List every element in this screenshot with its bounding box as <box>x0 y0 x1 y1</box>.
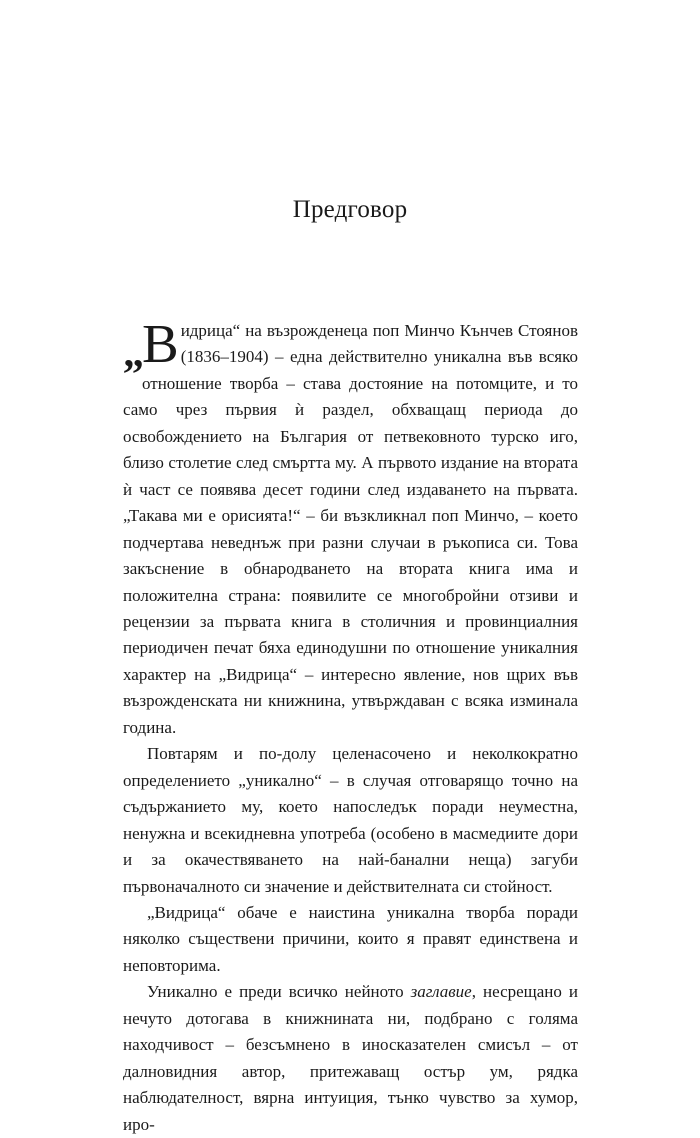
opening-quote-mark: „ <box>123 330 142 376</box>
paragraph-4-start: Уникално е преди всичко нейното <box>147 982 411 1002</box>
body-text <box>123 313 578 1138</box>
emphasis-title-word: заглавие <box>410 982 472 1002</box>
paragraph-4-rest: , несрещано и нечуто дотогава в книжнината ни, подбрано с голяма находчивост – безсъмнено в иносказателен смисъл – от далновидния автор, притежаващ остър ум, рядка наблюдателност, вярна интуиция, тънко чувство за хумор, иро- <box>123 982 578 1134</box>
drop-cap: В <box>142 313 179 374</box>
page-title: Предговор <box>292 196 408 223</box>
paragraph-1-text: идрица“ на възрожденеца поп Минчо Кънчев Стоянов (1836–1904) – една действително уникална във всяко отношение творба – става достояние на потомците, и то само чрез първия ѝ раздел, обхващащ периода до освобождението на България от петвековното турско иго, близо столетие след смъртта му. А първото издание на втората ѝ част се появява десет години след издаването на първата. „Такава ми е орисията!“ – би възкликнал поп Минчо, – което подчертава неведнъж при разни случаи в ръкописа си. Това закъснение в обнародването на втората книга има и положителна страна: появилите се многобройни отзиви и рецензии за първата книга в столичния и провинциалния периодичен печат бяха единодушни по отношение уникалния характер на „Видрица“ – интересно явление, нов щрих във възрожденската ни книжнина, утвърждаван с всяка изминала година. <box>123 321 578 737</box>
paragraph-2: Повтарям и по-долу целенасочено и неколкократно определението „уникално“ – в случая отговарящо точно на съдържанието му, което напоследък поради неуместна, ненужна и всекидневна употреба (особено в масмедиите дори и за окачествяването на най-банални неща) загуби първоначалното си значение и действителната си стойност. <box>123 744 578 896</box>
paragraph-4 <box>123 979 578 1138</box>
paragraph-1 <box>123 313 578 741</box>
paragraph-3: „Видрица“ обаче е наистина уникална творба поради няколко съществени причини, които я правят единствена и неповторима. <box>123 902 578 975</box>
